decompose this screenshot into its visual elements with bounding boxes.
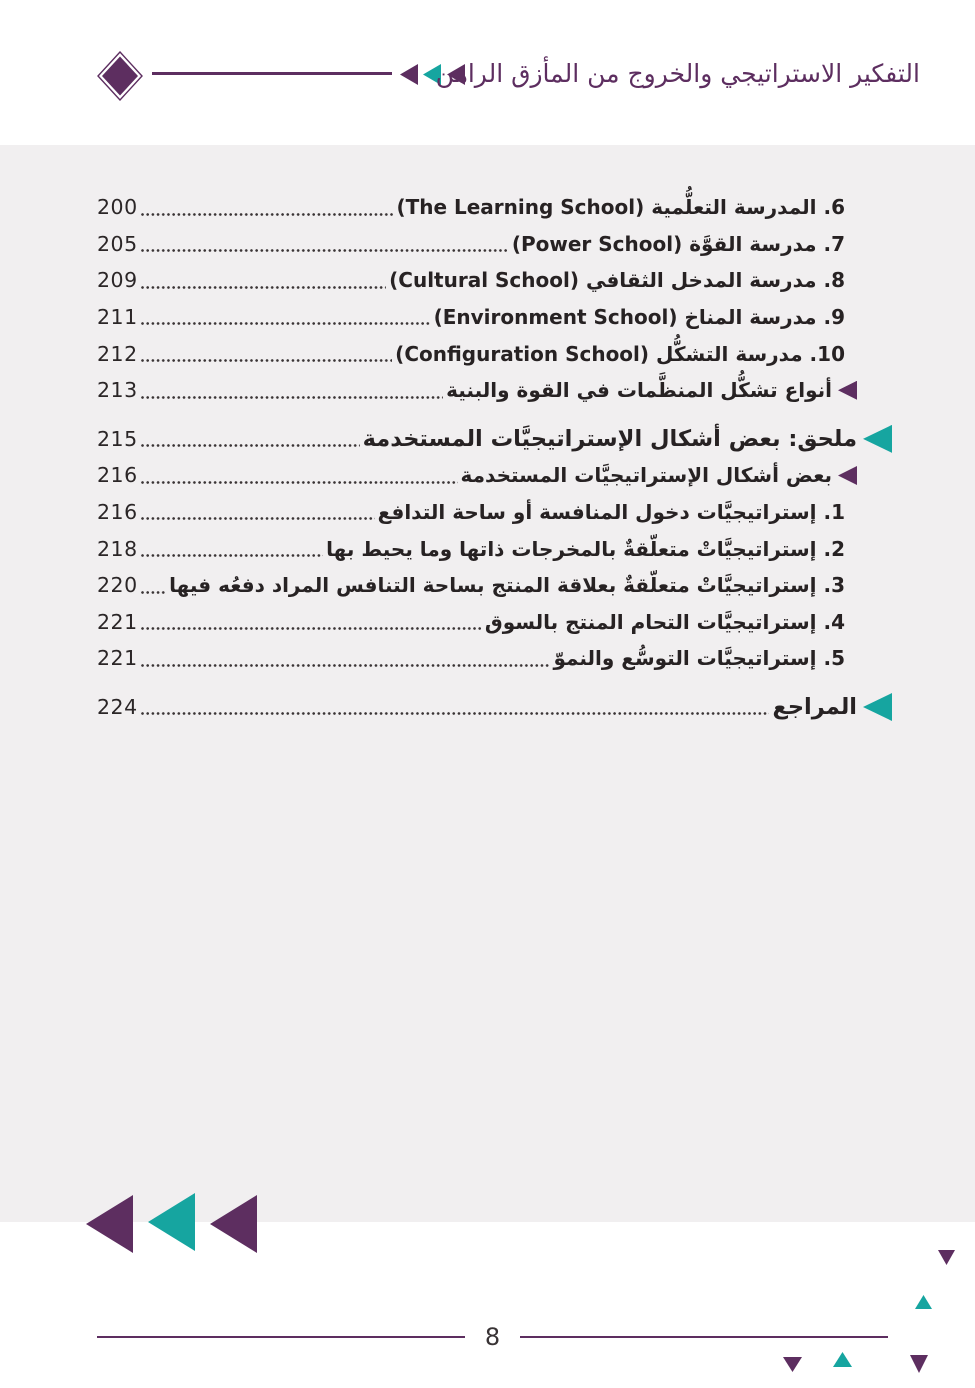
dotted-leader: [141, 481, 458, 484]
toc-entry: [97, 530, 845, 567]
diamond-icon: [97, 51, 143, 105]
dotted-leader: [141, 213, 394, 216]
toc-entry-title: 3. إستراتيجيَّاتْ متعلّقةٌ بعلاقة المنتج بساحة التنافس المراد دفعُه فيها: [169, 573, 845, 598]
triangle-down-icon: [910, 1355, 928, 1373]
triangle-left-marker-icon: [838, 381, 857, 400]
dotted-leader: [141, 627, 482, 630]
dotted-leader: [141, 554, 324, 557]
toc-entry-page: 205: [97, 231, 138, 256]
toc-entry: [97, 457, 845, 494]
header-rule: [152, 72, 392, 75]
toc-entry-page: 221: [97, 646, 138, 671]
footer-rule-left: [97, 1336, 465, 1339]
toc-entry: [97, 640, 845, 677]
toc-entry: [97, 372, 845, 409]
dotted-leader: [141, 444, 360, 447]
dotted-leader: [141, 396, 443, 399]
toc-entry-page: 209: [97, 268, 138, 293]
toc-entry-title: 6. المدرسة التعلُّمية (The Learning School): [396, 195, 845, 220]
dotted-leader: [141, 286, 387, 289]
toc-entry-title: 7. مدرسة القوَّة (Power School): [511, 231, 845, 256]
toc-entry: [97, 494, 845, 531]
toc-entry: [97, 226, 845, 263]
triangle-left-marker-icon: [863, 693, 892, 721]
toc-entry-title: ملحق: بعض أشكال الإستراتيجيَّات المستخدمة: [362, 425, 857, 452]
toc-entry-page: 224: [97, 695, 138, 720]
toc-entry-title: 5. إستراتيجيَّات التوسُّع والنموّ: [553, 646, 845, 671]
dotted-leader: [141, 359, 393, 362]
toc-entry-title: 8. مدرسة المدخل الثقافي (Cultural School): [389, 268, 845, 293]
page-header: [0, 0, 975, 145]
page-number: 8: [484, 1323, 501, 1351]
triangle-left-marker-icon: [863, 425, 892, 453]
dotted-leader: [141, 322, 431, 325]
triangle-left-icon: [400, 64, 418, 85]
toc-entry-title: بعض أشكال الإستراتيجيَّات المستخدمة: [460, 463, 832, 488]
footer-rule-right: [520, 1336, 888, 1339]
toc-entry: [97, 335, 845, 372]
toc-entry-page: 215: [97, 426, 138, 451]
page-footer: [97, 1320, 888, 1354]
toc-entry: [97, 299, 845, 336]
toc-entry-page: 216: [97, 463, 138, 488]
toc-entry-title: 4. إستراتيجيَّات التحام المنتج بالسوق: [484, 609, 845, 634]
toc-entry-page: 213: [97, 378, 138, 403]
dotted-leader: [141, 712, 770, 715]
toc-entry: [97, 567, 845, 604]
toc-entry-page: 220: [97, 573, 138, 598]
dotted-leader: [141, 591, 167, 594]
triangle-down-icon: [938, 1250, 955, 1265]
triangle-up-icon: [915, 1295, 932, 1309]
toc-entry-page: 216: [97, 500, 138, 525]
toc-entry: [97, 689, 857, 726]
toc-entry-page: 211: [97, 305, 138, 330]
toc-entry-title: 10. مدرسة التشكُّل (Configuration School): [395, 341, 845, 366]
triangle-left-marker-icon: [838, 466, 857, 485]
toc-entry-title: 1. إستراتيجيَّات دخول المنافسة أو ساحة التدافع: [377, 500, 845, 525]
toc-entry-page: 221: [97, 609, 138, 634]
triangle-down-icon: [783, 1357, 802, 1372]
triangle-up-icon: [833, 1352, 852, 1367]
toc-entry-page: 200: [97, 195, 138, 220]
toc-entry: [97, 189, 845, 226]
toc-entry-title: المراجع: [772, 694, 857, 721]
table-of-contents: [0, 145, 975, 725]
toc-entry-page: 218: [97, 536, 138, 561]
toc-entry: [97, 421, 857, 458]
book-title: التفكير الاستراتيجي والخروج من المأزق الراهن: [435, 59, 920, 88]
toc-entry: [97, 262, 845, 299]
toc-entry-title: 2. إستراتيجيَّاتْ متعلّقةٌ بالمخرجات ذاتها وما يحيط بها: [326, 536, 845, 561]
toc-entry-title: 9. مدرسة المناخ (Environment School): [433, 305, 845, 330]
toc-entry-title: أنواع تشكُّل المنظَّمات في القوة والبنية: [446, 378, 832, 403]
dotted-leader: [141, 517, 375, 520]
content-band: [0, 145, 975, 1222]
toc-entry-page: 212: [97, 341, 138, 366]
dotted-leader: [141, 249, 509, 252]
toc-entry: [97, 604, 845, 641]
dotted-leader: [141, 664, 551, 667]
